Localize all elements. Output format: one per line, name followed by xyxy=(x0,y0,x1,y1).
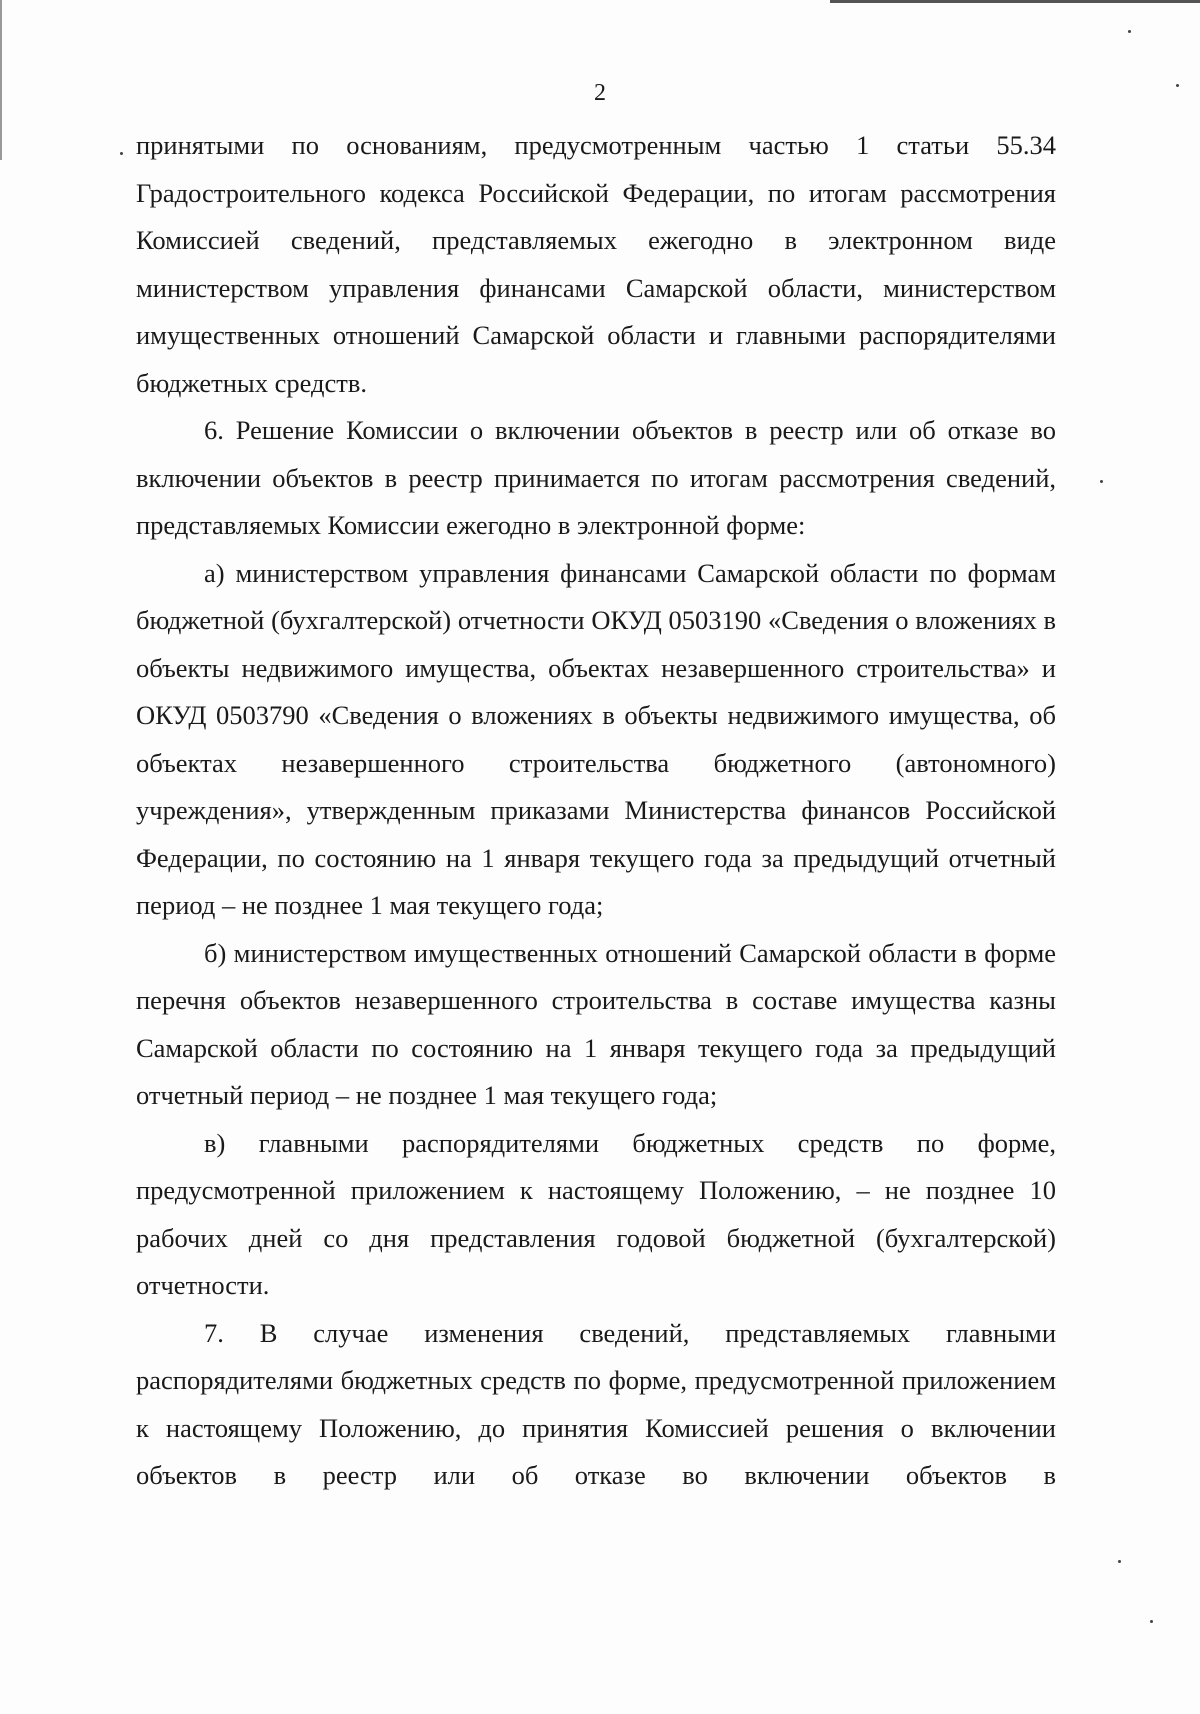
paragraph-item-6v: в) главными распорядителями бюджетных средств по форме, предусмотренной приложением к настоящему Положению, – не позднее 10 рабочих дней со дня представления годовой бюджетной (бухгалтерской) отчетности. xyxy=(136,1127,1056,1300)
scan-speck xyxy=(1128,30,1131,33)
paragraph-continuation: принятыми по основаниям, предусмотренным частью 1 статьи 55.34 Градостроительного кодекса Российской Федерации, по итогам рассмотрения Комиссией сведений, представляемых ежегодно в электронном виде министерством управления финансами Самарской области, министерством имущественных отношений Самарской области и главными распорядителями бюджетных средств. xyxy=(136,130,1056,398)
scan-speck xyxy=(1100,480,1103,483)
paragraph-item-6a: а) министерством управления финансами Самарской области по формам бюджетной (бухгалтерской) отчетности ОКУД 0503190 «Сведения о вложениях в объекты недвижимого имущества, объектах незавершенного строительства» и ОКУД 0503790 «Сведения о вложениях в объекты недвижимого имущества, об объектах незавершенного строительства бюджетного (автономного) учреждения», утвержденным приказами Министерства финансов Российской Федерации, по состоянию на 1 января текущего года за предыдущий отчетный период – не позднее 1 мая текущего года; xyxy=(136,557,1056,920)
page-number: 2 xyxy=(594,80,606,106)
scan-speck xyxy=(1150,1620,1153,1623)
document-body xyxy=(136,122,1056,1500)
paragraph-item-7: 7. В случае изменения сведений, представляемых главными распорядителями бюджетных средств по форме, предусмотренной приложением к настоящему Положению, до принятия Комиссией решения о включении объектов в реестр или об отказе во включении объектов в xyxy=(136,1317,1056,1490)
scan-speck xyxy=(1118,1560,1121,1563)
scan-speck xyxy=(120,152,123,155)
paragraph-item-6: 6. Решение Комиссии о включении объектов в реестр или об отказе во включении объектов в реестр принимается по итогам рассмотрения сведений, представляемых Комиссии ежегодно в электронной форме: xyxy=(136,415,1056,540)
scan-speck xyxy=(1176,84,1179,87)
paragraph-item-6b: б) министерством имущественных отношений Самарской области в форме перечня объектов незавершенного строительства в составе имущества казны Самарской области по состоянию на 1 января текущего года за предыдущий отчетный период – не позднее 1 мая текущего года; xyxy=(136,937,1056,1110)
scan-top-rule xyxy=(830,0,1200,3)
